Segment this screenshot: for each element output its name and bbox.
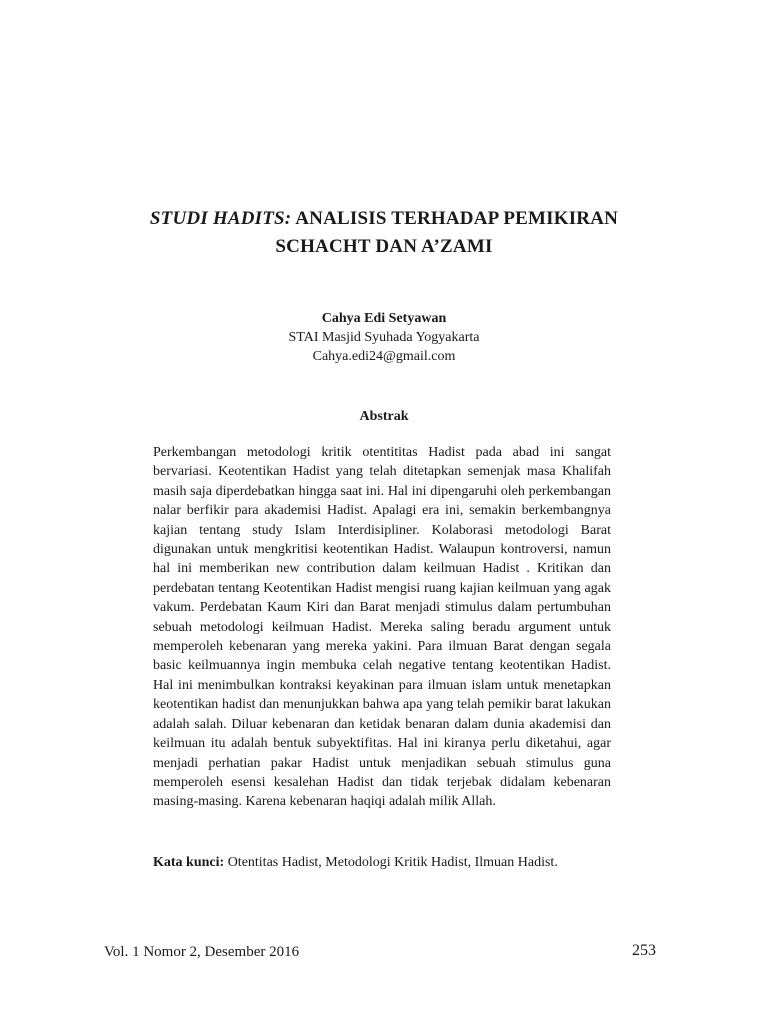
author-email: Cahya.edi24@gmail.com (312, 349, 456, 364)
author-affiliation: STAI Masjid Syuhada Yogyakarta (288, 330, 480, 345)
abstract-heading: Abstrak (359, 409, 409, 424)
paper-title (100, 205, 668, 261)
paper-title-italic: STUDI HADITS: (149, 208, 292, 229)
author-block (150, 309, 618, 366)
author-name: Cahya Edi Setyawan (321, 311, 447, 326)
keywords-text: Otentitas Hadist, Metodologi Kritik Hadist, Ilmuan Hadist. (224, 855, 558, 870)
keywords-line (153, 853, 623, 872)
paper-title-main: ANALISIS TERHADAP PEMIKIRAN SCHACHT DAN A’ZAMI (275, 208, 619, 257)
abstract-body: Perkembangan metodologi kritik otentititas Hadist pada abad ini sangat bervariasi. Keotentikan Hadist yang telah ditetapkan semenjak masa Khalifah masih saja diperdebatkan hingga saat ini. Hal ini dipengaruhi oleh perkembangan nalar berfikir para akademisi Hadist. Apalagi era ini, semakin berkembangnya kajian tentang study Islam Interdisipliner. Kolaborasi metodologi Barat digunakan untuk mengkritisi keotentikan Hadist. Walaupun kontroversi, namun hal ini memberikan new contribution dalam keilmuan Hadist . Kritikan dan perdebatan tentang Keotentikan Hadist mengisi ruang kajian keilmuan yang agak vakum. Perdebatan Kaum Kiri dan Barat menjadi stimulus dalam pertumbuhan sebuah metodologi keilmuan Hadist. Mereka saling beradu argument untuk memperoleh kebenaran yang mereka yakini. Para ilmuan Barat dengan segala basic keilmuannya ingin membuka celah negative tentang keotentikan Hadist. Hal ini menimbulkan kontraksi keyakinan para ilmuan islam untuk menetapkan keotentikan hadist dan menunjukkan bahwa apa yang telah pemikir barat lakukan adalah salah. Diluar kebenaran dan ketidak benaran dalam dunia akademisi dan keilmuan itu adalah bentuk subyektifitas. Hal ini kiranya perlu diketahui, agar menjadi perhatian pakar Hadist untuk menjadikan sebuah stimulus guna memperoleh esensi kesalehan Hadist dan tidak terjebak didalam kebenaran masing-masing. Karena kebenaran haqiqi adalah milik Allah. (153, 445, 611, 810)
page-number: 253 (632, 942, 656, 959)
keywords-label: Kata kunci: (153, 855, 225, 870)
journal-volume-info: Vol. 1 Nomor 2, Desember 2016 (104, 944, 300, 960)
